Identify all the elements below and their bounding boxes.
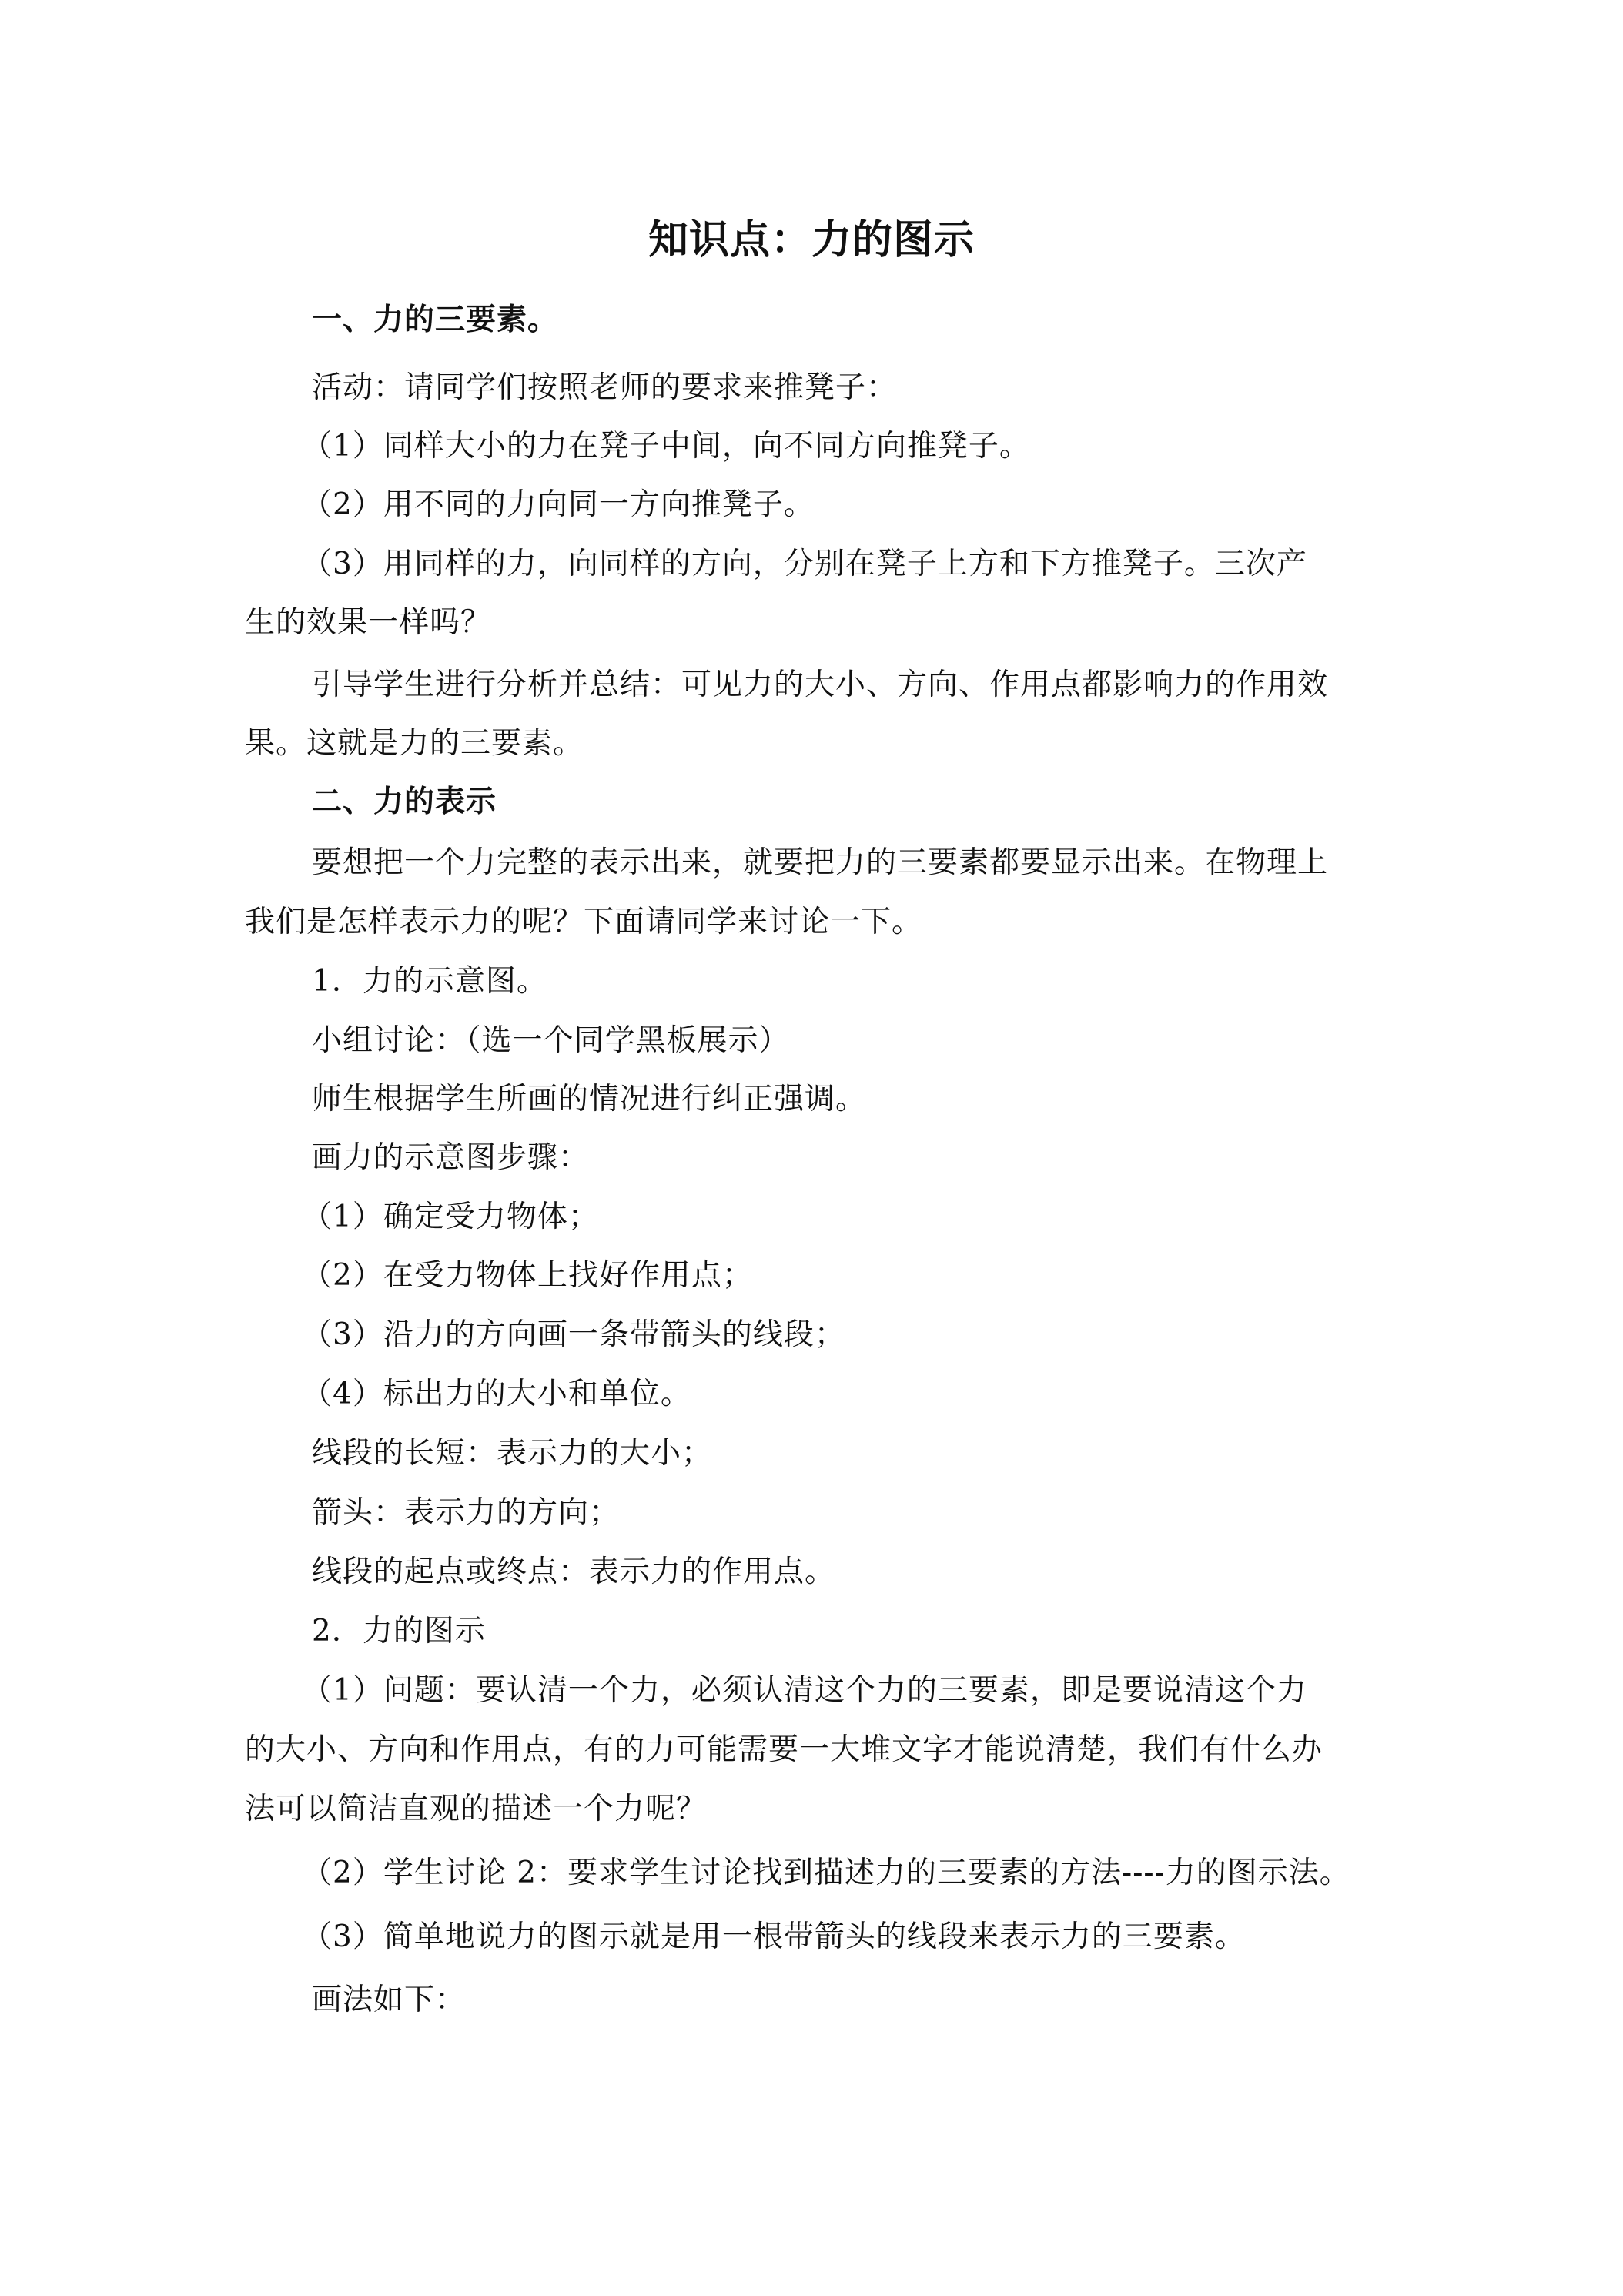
activity-item-3-line-1: （3）用同样的力，向同样的方向，分别在凳子上方和下方推凳子。三次产 bbox=[302, 547, 1307, 581]
drawing-method-intro: 画法如下： bbox=[312, 1983, 467, 2017]
activity-item-2: （2）用不同的力向同一方向推凳子。 bbox=[302, 487, 815, 522]
problem-line-3: 法可以简洁直观的描述一个力呢？ bbox=[245, 1792, 708, 1826]
subsection-heading-diagram: 1．力的示意图。 bbox=[312, 964, 547, 999]
activity-intro: 活动：请同学们按照老师的要求来推凳子： bbox=[312, 370, 898, 405]
subsection-heading-force-illustration: 2．力的图示 bbox=[312, 1614, 486, 1648]
representation-line-1: 要想把一个力完整的表示出来，就要把力的三要素都要显示出来。在物理上 bbox=[312, 845, 1329, 880]
step-item-1: （1）确定受力物体； bbox=[302, 1200, 599, 1234]
step-item-3: （3）沿力的方向画一条带箭头的线段； bbox=[302, 1317, 845, 1352]
meaning-start-point: 线段的起点或终点：表示力的作用点。 bbox=[312, 1555, 836, 1589]
student-discussion-2: （2）学生讨论 2：要求学生讨论找到描述力的三要素的方法----力的图示法。 bbox=[302, 1856, 1350, 1890]
simple-definition: （3）简单地说力的图示就是用一根带箭头的线段来表示力的三要素。 bbox=[302, 1919, 1246, 1954]
meaning-arrow: 箭头：表示力的方向； bbox=[312, 1495, 621, 1530]
section-heading-representation: 二、力的表示 bbox=[312, 785, 497, 819]
teacher-correction: 师生根据学生所画的情况进行纠正强调。 bbox=[312, 1082, 867, 1116]
problem-line-2: 的大小、方向和作用点，有的力可能需要一大堆文字才能说清楚，我们有什么办 bbox=[245, 1732, 1323, 1767]
section-heading-three-elements: 一、力的三要素。 bbox=[312, 303, 559, 337]
group-discussion: 小组讨论：（选一个同学黑板展示） bbox=[312, 1023, 790, 1058]
representation-line-2: 我们是怎样表示力的呢？下面请同学来讨论一下。 bbox=[245, 905, 923, 939]
problem-line-1: （1）问题：要认清一个力，必须认清这个力的三要素，即是要说清这个力 bbox=[302, 1673, 1307, 1708]
step-item-2: （2）在受力物体上找好作用点； bbox=[302, 1258, 753, 1293]
summary-line-2: 果。这就是力的三要素。 bbox=[245, 726, 584, 761]
activity-item-1: （1）同样大小的力在凳子中间，向不同方向推凳子。 bbox=[302, 429, 1030, 464]
meaning-segment-length: 线段的长短：表示力的大小； bbox=[312, 1436, 713, 1471]
steps-intro: 画力的示意图步骤： bbox=[312, 1140, 590, 1175]
activity-item-3-line-2: 生的效果一样吗？ bbox=[245, 605, 492, 640]
page-title: 知识点：力的图示 bbox=[648, 217, 975, 263]
step-item-4: （4）标出力的大小和单位。 bbox=[302, 1377, 691, 1411]
summary-line-1: 引导学生进行分析并总结：可见力的大小、方向、作用点都影响力的作用效 bbox=[312, 668, 1329, 702]
